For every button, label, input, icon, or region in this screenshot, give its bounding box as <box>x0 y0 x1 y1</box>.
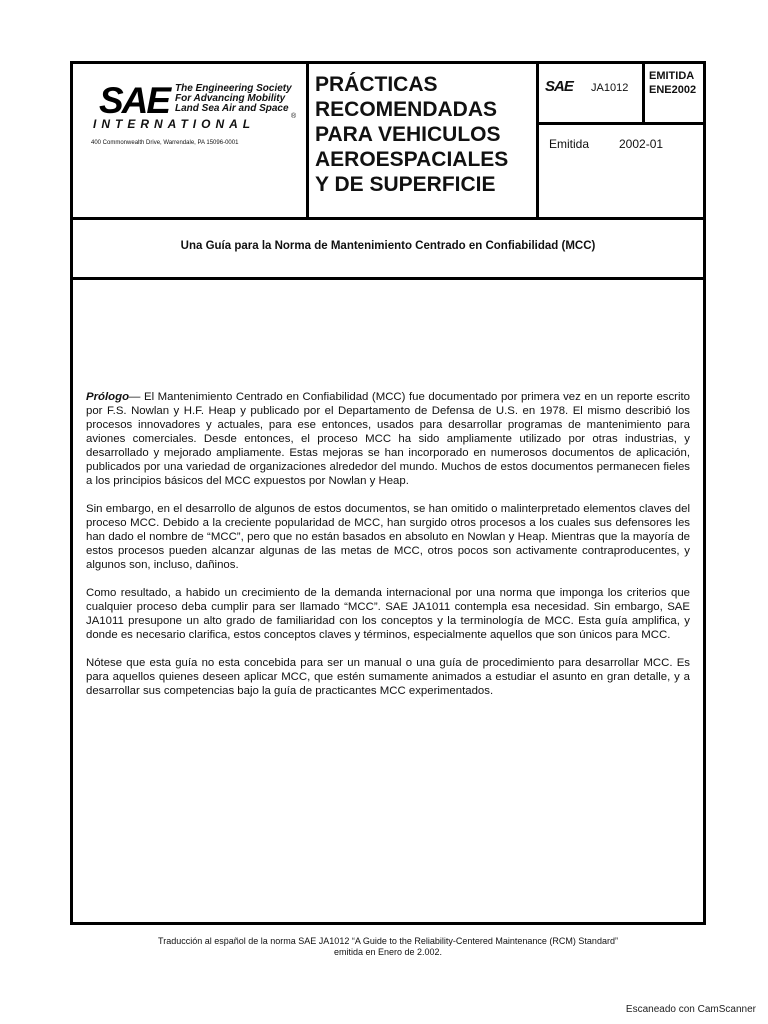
emitida-date: ENE2002 <box>649 84 697 96</box>
sae-logo-block <box>73 64 309 217</box>
title-line: RECOMENDADAS <box>315 98 498 121</box>
issued-label: Emitida <box>549 137 590 151</box>
paragraph: Sin embargo, en el desarrollo de algunos de estos documentos, se han omitido o malinterpretado elementos claves del proceso MCC. Debido a la creciente popularidad de MCC, han surgido otros procesos a los cuales sus defensores les han dado el nombre de “MCC”, pero que no están basados en absoluto en Nowlan y Heap. Mientras que la mayoría de estos procesos pueden alcanzar algunas de las metas de MCC, otros pocos son activamente contraproducentes, y algunos son, incluso, dañinos. <box>86 503 690 571</box>
document-body <box>86 390 690 712</box>
international-label: INTERNATIONAL <box>93 117 256 131</box>
header <box>73 64 703 217</box>
document-info-block <box>539 64 703 217</box>
title-line: Y DE SUPERFICIE <box>315 173 496 196</box>
emitida-box <box>642 64 706 122</box>
title-block <box>309 64 539 217</box>
subtitle-row <box>73 217 703 280</box>
prologo-label: Prólogo <box>86 391 130 403</box>
document-subtitle: Una Guía para la Norma de Mantenimiento Centrado en Confiabilidad (MCC) <box>180 240 596 252</box>
doc-code: JA1012 <box>591 82 629 94</box>
paragraph: Como resultado, a habido un crecimiento de la demanda internacional por una norma que imponga los criterios que cualquier proceso deba cumplir para ser llamado “MCC”. SAE JA1011 contempla esa necesidad. Sin embargo, SAE JA1011 presupone un alto grado de familiaridad con los conceptos y la terminología de MCC. Esta guía amplifica, y donde es necesario clarifica, estos conceptos claves y términos, especialmente aquellos que son únicos para MCC. <box>86 587 690 641</box>
paragraph-text: — El Mantenimiento Centrado en Confiabilidad (MCC) fue documentado por primera vez en un reporte escrito por F.S. Nowlan y H.F. Heap y publicado por el Departamento de Defensa de U.S. en 1978. El mismo describió los procesos innovadores y actuales, para ese entonces, usados para desarrollar programas de mantenimiento para aviones comerciales. Desde entonces, el proceso MCC ha sido ampliamente utilizado por otras industrias, y desarrollado y mejorado ampliamente. Estas mejoras se han incorporado en numerosos documentos de aplicación, publicados por una variedad de organizaciones alrededor del mundo. Muchos de estos documentos permanecen fieles a los principios básicos del MCC expuestos por Nowlan y Heap. <box>86 391 690 487</box>
issued-date: 2002-01 <box>619 137 664 151</box>
society-line: Land Sea Air and Space <box>175 103 289 114</box>
sae-logo: SAE <box>99 80 170 121</box>
sae-small-logo: SAE <box>545 78 573 95</box>
title-line: PARA VEHICULOS <box>315 123 501 146</box>
translation-note <box>70 936 706 958</box>
paragraph-prologo <box>86 390 690 488</box>
title-line: PRÁCTICAS <box>315 73 438 96</box>
address: 400 Commonwealth Drive, Warrendale, PA 15096-0001 <box>91 140 239 146</box>
emitida-label: EMITIDA <box>649 70 695 82</box>
society-tagline <box>175 84 305 114</box>
document-frame <box>70 61 706 925</box>
paragraph: Nótese que esta guía no esta concebida para ser un manual o una guía de procedimiento para desarrollar MCC. Es para aquellos quienes deseen aplicar MCC, que estén sumamente animados a estudiar el asunto en gran detalle, y a desarrollar sus competencias bajo la guía de practicantes MCC experimentados. <box>86 657 690 697</box>
title-line: AEROESPACIALES <box>315 148 509 171</box>
scanner-watermark: Escaneado con CamScanner <box>625 1004 756 1015</box>
doc-code-row <box>539 64 703 125</box>
society-line: The Engineering Society <box>175 83 292 94</box>
page-title <box>315 72 508 197</box>
translation-line: Traducción al español de la norma SAE JA1012 “A Guide to the Reliability-Centered Maintenance (RCM) Standard” <box>158 936 618 946</box>
society-line: For Advancing Mobility <box>175 93 286 104</box>
translation-line: emitida en Enero de 2.002. <box>333 947 443 957</box>
registered-mark-icon: ® <box>291 113 297 120</box>
